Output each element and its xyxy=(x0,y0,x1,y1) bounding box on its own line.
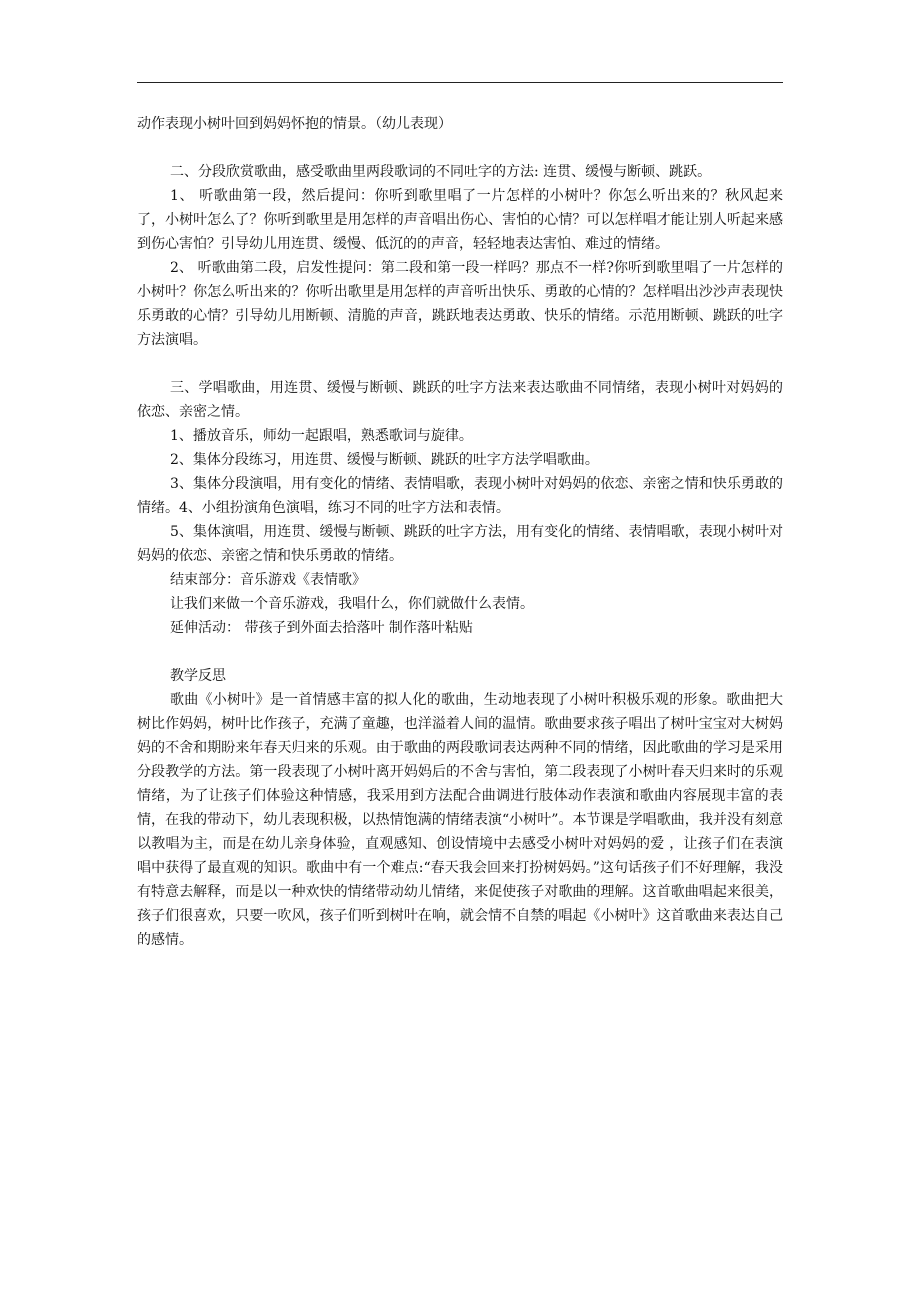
paragraph: 2、 听歌曲第二段，启发性提问：第二段和第一段一样吗？那点不一样?你听到歌里唱了一片怎样的小树叶？你怎么听出来的？你听出歌里是用怎样的声音听出快乐、勇敢的心情的？怎样唱出沙沙声表现快乐勇敢的心情？引导幼儿用断顿、清脆的声音，跳跃地表达勇敢、快乐的情绪。示范用断顿、跳跃的吐字方法演唱。 xyxy=(137,260,783,348)
paragraph: 让我们来做一个音乐游戏，我唱什么，你们就做什么表情。 xyxy=(170,596,534,612)
document-body xyxy=(137,112,783,952)
paragraph-gap xyxy=(137,640,783,664)
paragraph: 5、集体演唱，用连贯、缓慢与断顿、跳跃的吐字方法，用有变化的情绪、表情唱歌，表现小树叶对妈妈的依恋、亲密之情和快乐勇敢的情绪。 xyxy=(137,524,783,564)
paragraph: 2、集体分段练习，用连贯、缓慢与断顿、跳跃的吐字方法学唱歌曲。 xyxy=(170,452,599,468)
paragraph-gap xyxy=(137,136,783,160)
paragraph: 二、分段欣赏歌曲，感受歌曲里两段歌词的不同吐字的方法: 连贯、缓慢与断顿、跳跃。 xyxy=(170,164,712,180)
paragraph: 动作表现小树叶回到妈妈怀抱的情景。（幼儿表现） xyxy=(137,116,452,132)
paragraph: 延伸活动： 带孩子到外面去拾落叶 制作落叶粘贴 xyxy=(170,620,473,636)
paragraph: 1、 听歌曲第一段，然后提问：你听到歌里唱了一片怎样的小树叶？你怎么听出来的？秋风起来了，小树叶怎么了？你听到歌里是用怎样的声音唱出伤心、害怕的心情？可以怎样唱才能让别人听起来感到伤心害怕？引导幼儿用连贯、缓慢、低沉的的声音，轻轻地表达害怕、难过的情绪。 xyxy=(137,188,783,252)
paragraph: 三、学唱歌曲，用连贯、缓慢与断顿、跳跃的吐字方法来表达歌曲不同情绪，表现小树叶对妈妈的依恋、亲密之情。 xyxy=(137,380,783,420)
paragraph: 结束部分：音乐游戏《表情歌》 xyxy=(170,572,366,588)
header-rule xyxy=(137,82,783,83)
paragraph: 3、集体分段演唱，用有变化的情绪、表情唱歌，表现小树叶对妈妈的依恋、亲密之情和快乐勇敢的情绪。4、小组扮演角色演唱，练习不同的吐字方法和表情。 xyxy=(137,476,783,516)
paragraph: 教学反思 xyxy=(170,668,226,684)
paragraph: 1、播放音乐，师幼一起跟唱，熟悉歌词与旋律。 xyxy=(170,428,473,444)
paragraph: 歌曲《小树叶》是一首情感丰富的拟人化的歌曲，生动地表现了小树叶积极乐观的形象。歌曲把大树比作妈妈，树叶比作孩子，充满了童趣，也洋溢着人间的温情。歌曲要求孩子唱出了树叶宝宝对大树妈妈的不舍和期盼来年春天归来的乐观。由于歌曲的两段歌词表达两种不同的情绪，因此歌曲的学习是采用分段教学的方法。第一段表现了小树叶离开妈妈后的不舍与害怕，第二段表现了小树叶春天归来时的乐观情绪，为了让孩子们体验这种情感，我采用到方法配合曲调进行肢体动作表演和歌曲内容展现丰富的表情，在我的带动下，幼儿表现积极，以热情饱满的情绪表演“小树叶”。本节课是学唱歌曲，我并没有刻意以教唱为主，而是在幼儿亲身体验，直观感知、创设情境中去感受小树叶对妈妈的爱 ，让孩子们在表演唱中获得了最直观的知识。歌曲中有一个难点:“春天我会回来打扮树妈妈。”这句话孩子们不好理解，我没有特意去解释，而是以一种欢快的情绪带动幼儿情绪，来促使孩子对歌曲的理解。这首歌曲唱起来很美，孩子们很喜欢，只要一吹风，孩子们听到树叶在响，就会情不自禁的唱起《小树叶》这首歌曲来表达自己的感情。 xyxy=(137,692,783,948)
paragraph-gap xyxy=(137,352,783,376)
